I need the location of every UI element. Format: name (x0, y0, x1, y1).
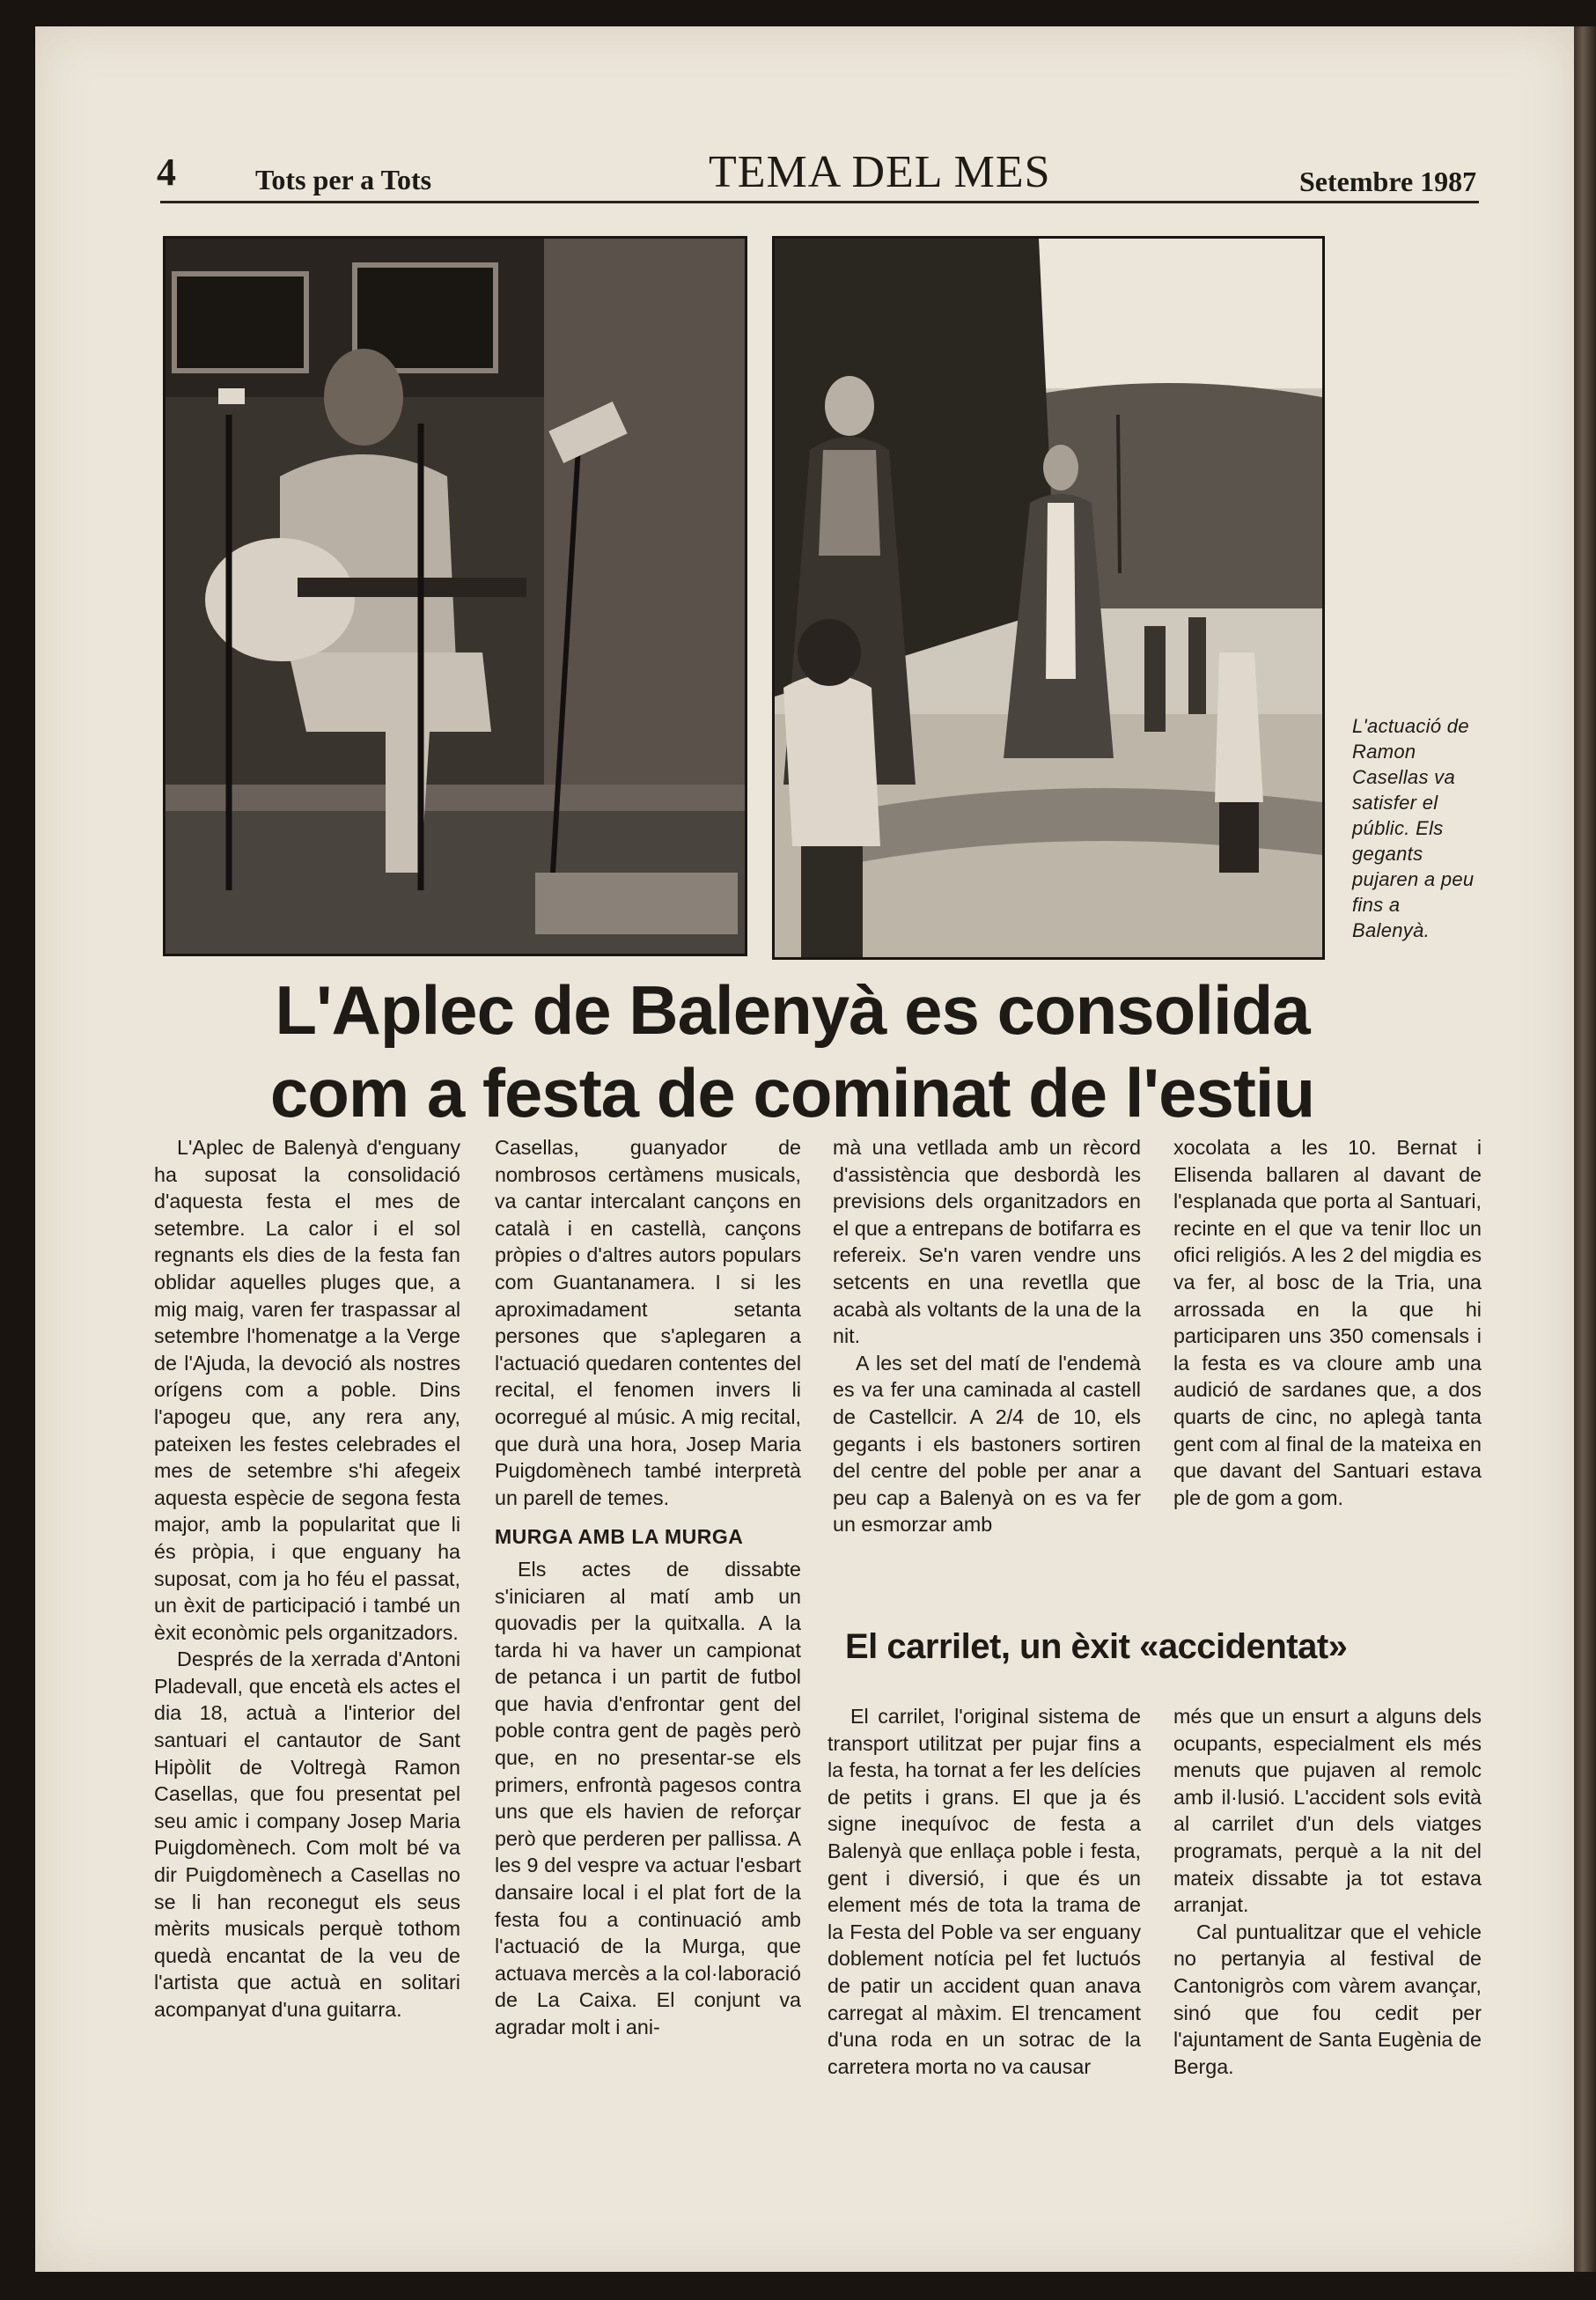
page-edge (1574, 26, 1596, 2272)
article-column-3 (833, 1134, 1141, 1538)
publication-name: Tots per a Tots (255, 164, 432, 195)
issue-date: Setembre 1987 (1299, 166, 1477, 197)
article-column-2 (495, 1134, 801, 2041)
page-number: 4 (157, 151, 176, 194)
photo-giants-image (775, 239, 1322, 957)
sidebar-headline: El carrilet, un èxit «accidentat» (845, 1627, 1348, 1666)
article-paragraph: mà una vetllada amb un rècord d'assistència que desbordà les previsions dels organitzadors en el que a entrepans de botifarra es refereix. Se'n varen vendre uns setcents en una revetlla que acabà als voltants de la una de la nit. (833, 1136, 1141, 1348)
header-rule (160, 201, 1479, 203)
photo-musician (163, 236, 747, 956)
article-paragraph: A les set del matí de l'endemà es va fer una caminada al castell de Castellcir. A 2/4 de 10, els gegants i els bastoners sortiren del centre del poble per anar a peu cap a Balenyà on es va fer un esmorzar amb (833, 1351, 1141, 1537)
main-headline (176, 969, 1408, 1134)
photo-musician-image (165, 239, 745, 954)
sidebar-column-1 (827, 1703, 1141, 2080)
sidebar-paragraph: més que un ensurt a alguns dels ocupants, especialment els més menuts que pujaven al remolc amb il·lusió. L'accident sols evità al carrilet d'un dels viatges programats, perquè a la nit del mateix dissabte ja tot estava arranjat. (1173, 1705, 1482, 1917)
article-paragraph: L'Aplec de Balenyà d'enguany ha suposat la consolidació d'aquesta festa el mes de setembre. La calor i el sol regnants els dies de la festa fan oblidar aquelles pluges que, a mig maig, varen fer traspassar al setembre l'homenatge a la Verge de l'Ajuda, la devoció als nostres orígens com a poble. Dins l'apogeu que, any rera any, pateixen les festes celebrades el mes de setembre s'hi afegeix aquesta espècie de segona festa major, amb la popularitat que li és pròpia, i que enguany ha suposat, com ja ho féu el passat, un èxit de participació i també un èxit econòmic pels organitzadors. (154, 1136, 460, 1644)
headline-line-2: com a festa de cominat de l'estiu (269, 1054, 1315, 1132)
article-paragraph: Casellas, guanyador de nombrosos certàmens musicals, va cantar intercalant cançons en català i en castellà, cançons pròpies o d'altres autors populars com Guantanamera. I si les aproximadament setanta persones que s'aplegaren a l'actuació quedaren contentes del recital, el fenomen invers li ocorregué al músic. A mig recital, que durà una hora, Josep Maria Puigdomènech també interpretà un parell de temes. (495, 1136, 801, 1509)
headline-line-1: L'Aplec de Balenyà es consolida (275, 971, 1310, 1049)
article-subheading: MURGA AMB LA MURGA (495, 1525, 744, 1549)
article-paragraph: Els actes de dissabte s'iniciaren al matí amb un quovadis per la quitxalla. A la tarda hi va haver un campionat de petanca i un partit de futbol que havia d'enfrontar gent del poble contra gent de pagès però que, en no presentar-se els primers, enfrontà pagesos contra uns que els havien de reforçar però que perderen per pallissa. A les 9 del vespre va actuar l'esbart dansaire local i el plat fort de la festa fou a continuació amb l'actuació de la Murga, que actuava mercès a la col·laboració de La Caixa. El conjunt va agradar molt i ani- (495, 1557, 801, 2038)
sidebar-paragraph: Cal puntualitzar que el vehicle no pertanyia al festival de Cantonigròs com vàrem avançar, sinó que fou cedit per l'ajuntament de Santa Eugènia de Berga. (1173, 1920, 1482, 2078)
article-paragraph: xocolata a les 10. Bernat i Elisenda ballaren al davant de l'esplanada que porta al Santuari, recinte en el que va tenir lloc un ofici religiós. A les 2 del migdia es va fer, al bosc de la Tria, una arrossada en la que hi participaren uns 350 comensals i la festa es va cloure amb una audició de sardanes que, a dos quarts de cinc, no aplegà tanta gent com al final de la mateixa en que davant del Santuari estava ple de gom a gom. (1173, 1136, 1482, 1509)
article-column-1 (154, 1134, 460, 2024)
photo-giants (772, 236, 1325, 960)
photo-caption: L'actuació de Ramon Casellas va satisfer el públic. Els gegants pujaren a peu fins a Balenyà. (1352, 715, 1475, 941)
sidebar-paragraph: El carrilet, l'original sistema de transport utilitzat per pujar fins a la festa, ha tornat a fer les delícies de petits i grans. El que ja és signe inequívoc de festa a Balenyà que enllaça poble i festa, gent i diversió, i que és un element més de tota la trama de la Festa del Poble va ser enguany doblement notícia pel fet luctuós de patir un accident quan anava carregat al màxim. El trencament d'una roda en un sotrac de la carretera morta no va causar (827, 1705, 1141, 2078)
section-title: TEMA DEL MES (709, 147, 1051, 197)
article-column-4 (1173, 1134, 1482, 1511)
sidebar-column-2 (1173, 1703, 1482, 2080)
article-paragraph: Després de la xerrada d'Antoni Pladevall, que encetà els actes el dia 18, actuà a l'interior del santuari el cantautor de Sant Hipòlit de Voltregà Ramon Casellas, que fou presentat pel seu amic i company Josep Maria Puigdomènech. Com molt bé va dir Puigdomènech a Casellas no se li han reconegut els seus mèrits musicals perquè tothom quedà encantat de la veu de l'artista que actuà en solitari acompanyat d'una guitarra. (154, 1648, 460, 2021)
